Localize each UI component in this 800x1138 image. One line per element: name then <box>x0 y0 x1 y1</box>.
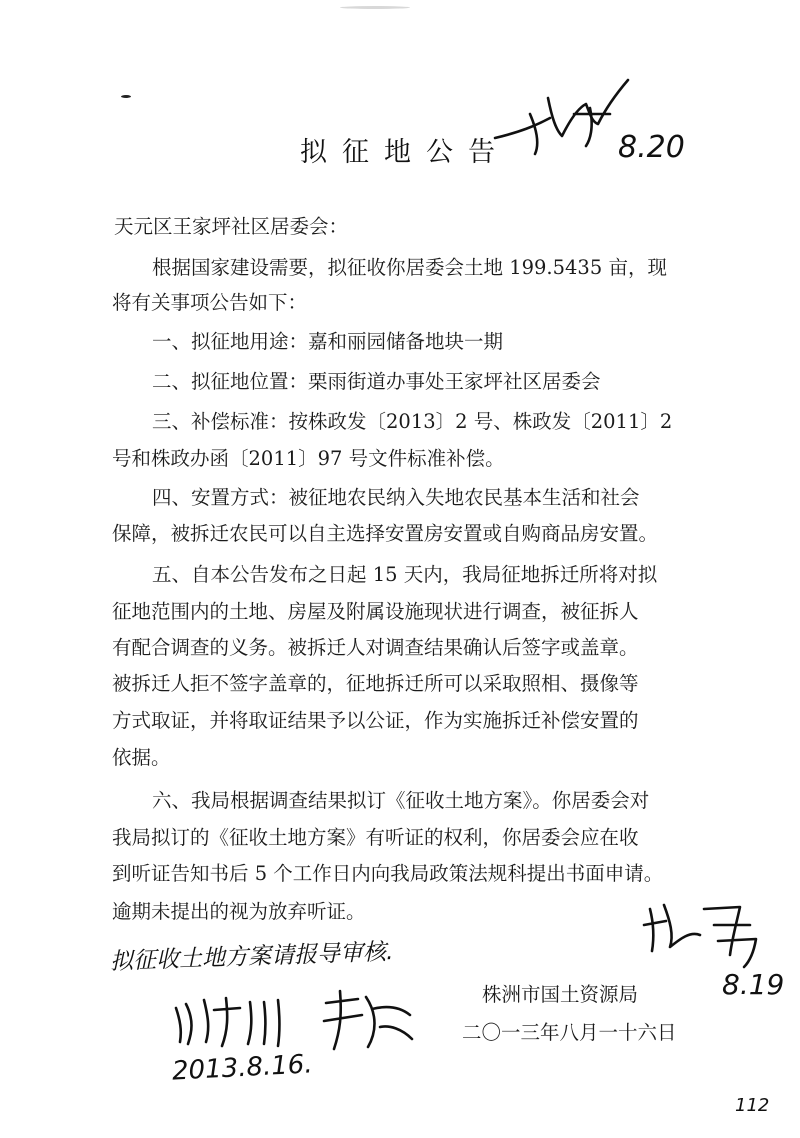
addressee: 天元区王家坪社区居委会： <box>114 215 349 238</box>
paragraph-line: 依据。 <box>112 746 171 769</box>
left-date: 2013.8.16. <box>171 1049 314 1087</box>
paragraph-line: 三、补偿标准：按株政发〔2013〕2 号、株政发〔2011〕2 <box>152 410 673 433</box>
paragraph-line: 逾期未提出的视为放弃听证。 <box>112 900 366 923</box>
document-title: 拟征地公告 <box>300 137 510 168</box>
paragraph-line: 将有关事项公告如下： <box>112 291 308 314</box>
paragraph-line: 保障，被拆迁农民可以自主选择安置房安置或自购商品房安置。 <box>112 522 659 545</box>
top-date: 8.20 <box>618 130 685 165</box>
paragraph-line: 四、安置方式：被征地农民纳入失地农民基本生活和社会 <box>152 486 640 509</box>
issuer: 株洲市国土资源局 <box>482 983 639 1006</box>
paragraph-line: 方式取证，并将取证结果予以公证，作为实施拆迁补偿安置的 <box>112 709 639 732</box>
scan-speck <box>340 6 410 9</box>
right-signature <box>640 895 780 975</box>
handwritten-note: 拟征收土地方案请报导审核. <box>109 939 394 975</box>
right-date: 8.19 <box>722 968 785 1001</box>
item-land-use: 一、拟征地用途：嘉和丽园储备地块一期 <box>152 330 504 353</box>
paragraph-line: 我局拟订的《征收土地方案》有听证的权利，你居委会应在收 <box>112 826 639 849</box>
paragraph-line: 到听证告知书后 5 个工作日内向我局政策法规科提出书面申请。 <box>112 862 664 885</box>
page-number: 112 <box>735 1095 770 1116</box>
paragraph-line: 有配合调查的义务。被拆迁人对调查结果确认后签字或盖章。 <box>112 636 639 659</box>
paragraph-line: 被拆迁人拒不签字盖章的，征地拆迁所可以采取照相、摄像等 <box>112 672 639 695</box>
paragraph-line: 根据国家建设需要，拟征收你居委会土地 199.5435 亩，现 <box>152 256 667 279</box>
paragraph-line: 征地范围内的土地、房屋及附属设施现状进行调查，被征拆人 <box>112 600 639 623</box>
signature-left <box>170 990 300 1050</box>
signature-middle <box>318 985 418 1055</box>
paragraph-line: 六、我局根据调查结果拟订《征收土地方案》。你居委会对 <box>152 789 650 812</box>
item-land-location: 二、拟征地位置：栗雨街道办事处王家坪社区居委会 <box>152 370 601 393</box>
scan-speck <box>121 95 131 98</box>
issue-date: 二〇一三年八月一十六日 <box>462 1021 677 1044</box>
paragraph-line: 号和株政办函〔2011〕97 号文件标准补偿。 <box>112 447 505 470</box>
paragraph-line: 五、自本公告发布之日起 15 天内，我局征地拆迁所将对拟 <box>152 563 658 586</box>
